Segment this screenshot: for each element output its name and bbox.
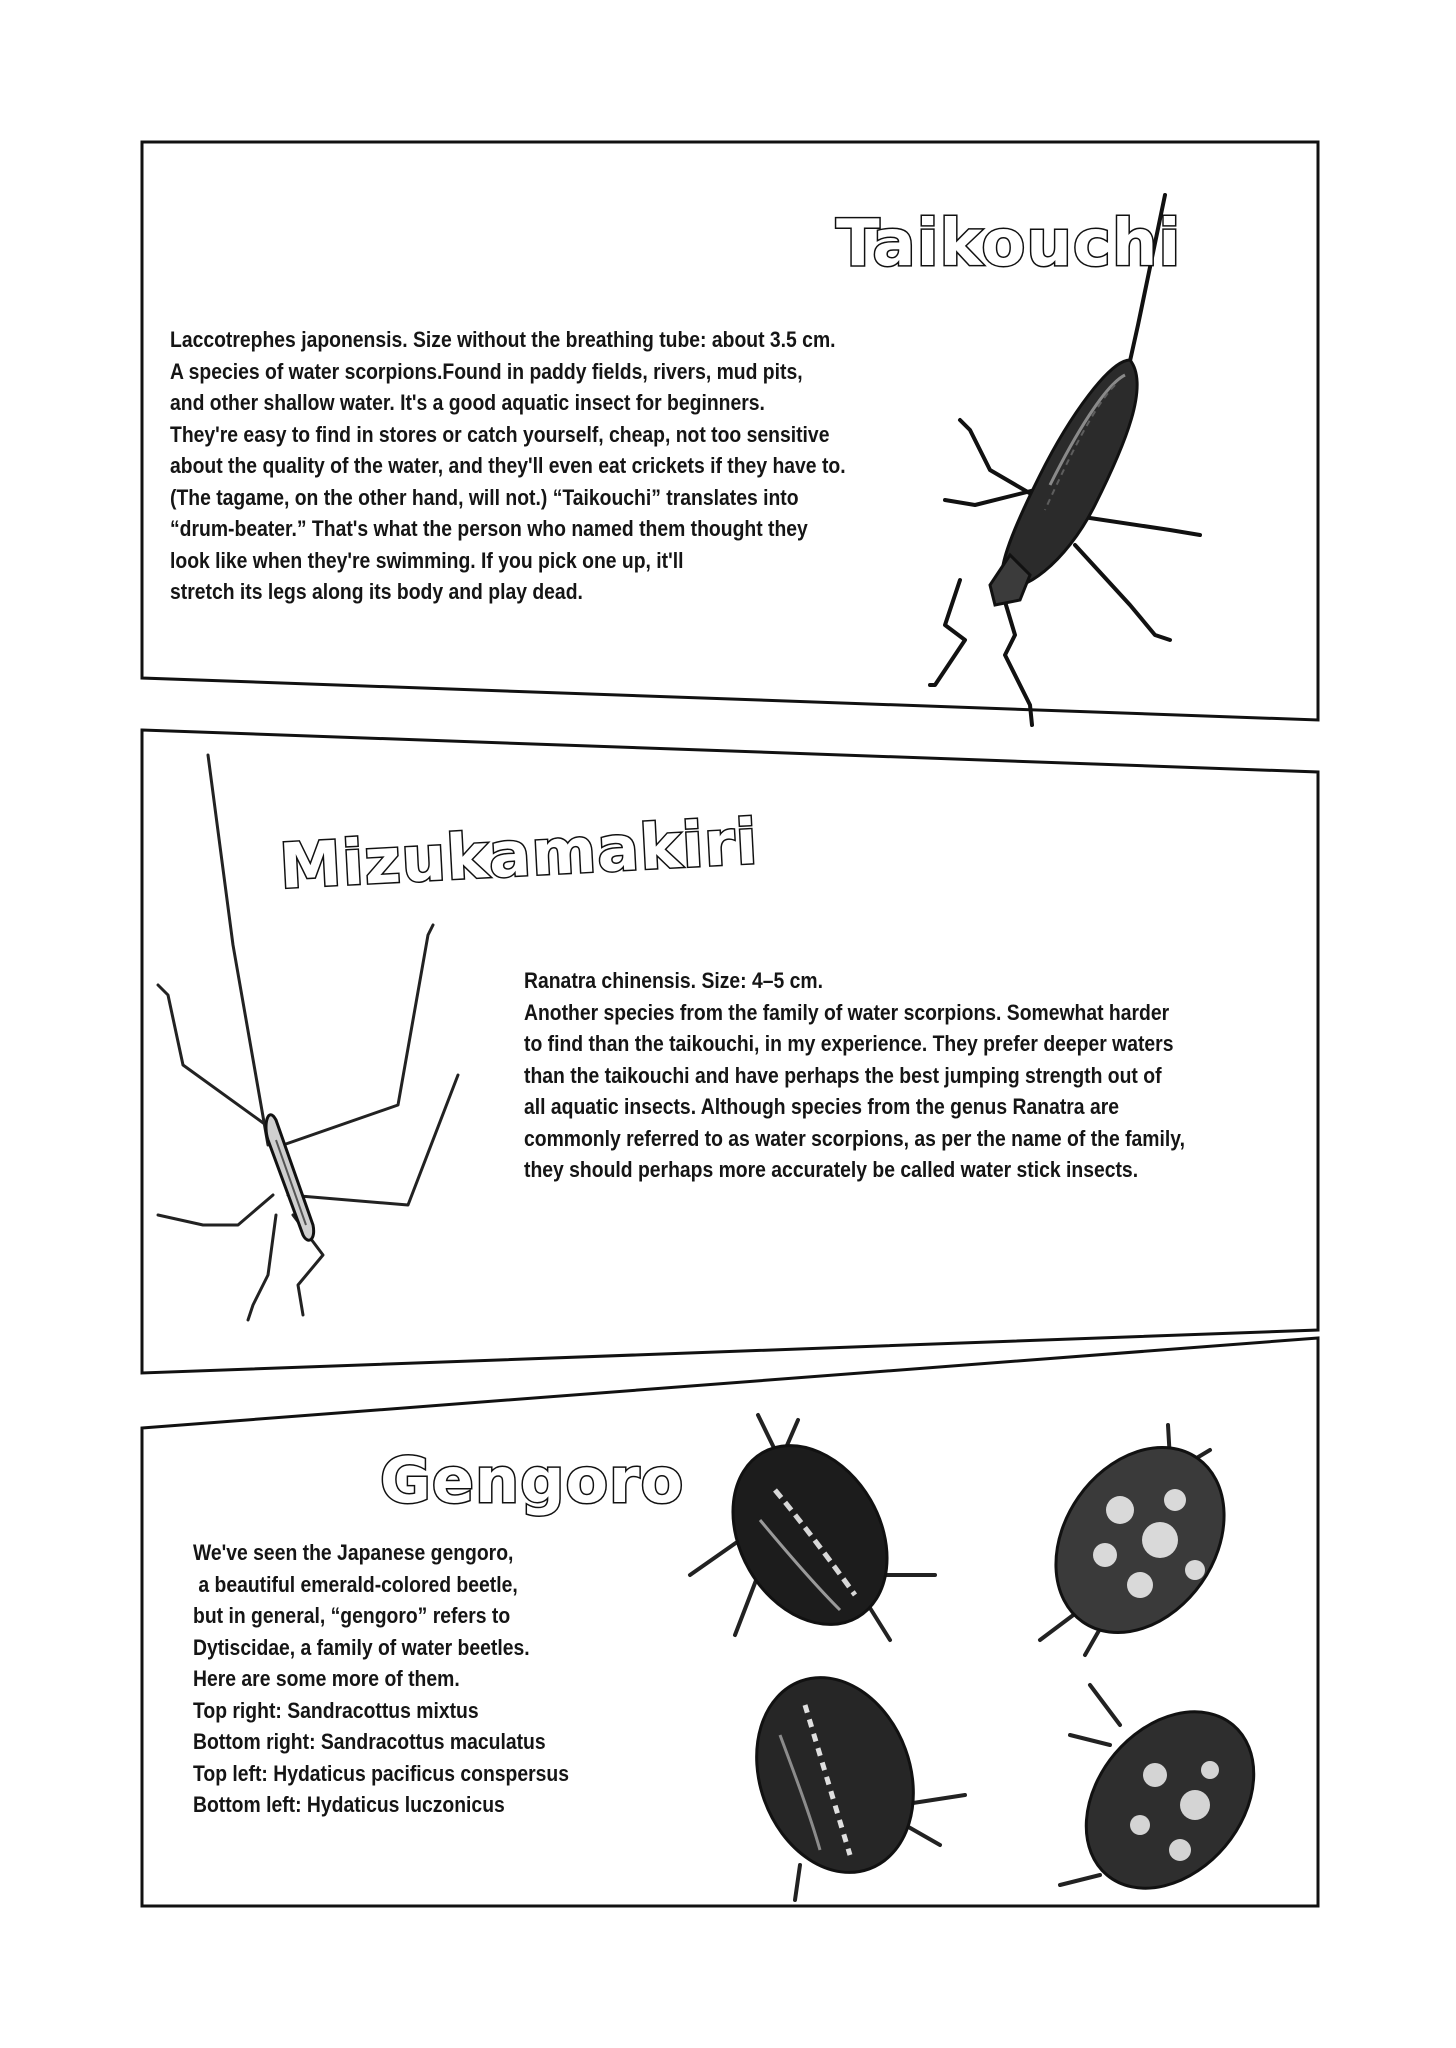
- text-line: (The tagame, on the other hand, will not.) “Taikouchi” translates into: [170, 484, 799, 510]
- text-line: Dytiscidae, a family of water beetles.: [193, 1634, 530, 1660]
- text-line: They're easy to find in stores or catch yourself, cheap, not too sensitive: [170, 421, 830, 447]
- mizukamakiri-description: [524, 965, 1185, 1186]
- text-line: stretch its legs along its body and play dead.: [170, 579, 583, 604]
- text-line: but in general, “gengoro” refers to: [193, 1603, 511, 1628]
- text-line: commonly referred to as water scorpions, as per the name of the family,: [524, 1125, 1185, 1151]
- text-line: Laccotrephes japonensis. Size without the breathing tube: about 3.5 cm.: [170, 327, 836, 352]
- title-taikouchi: Taikouchi: [836, 207, 1182, 281]
- text-line: A species of water scorpions.Found in paddy fields, rivers, mud pits,: [170, 358, 803, 384]
- beetle-sandracottus-maculatus: [1040, 1675, 1280, 1915]
- text-line: to find than the taikouchi, in my experience. They prefer deeper waters: [524, 1031, 1174, 1056]
- text-line: and other shallow water. It's a good aquatic insect for beginners.: [170, 390, 765, 415]
- text-line: Ranatra chinensis. Size: 4–5 cm.: [524, 968, 823, 993]
- beetle-sandracottus-mixtus: [1010, 1420, 1270, 1660]
- title-gengoro: Gengoro: [380, 1444, 685, 1517]
- text-line: We've seen the Japanese gengoro,: [193, 1540, 514, 1565]
- text-line: look like when they're swimming. If you pick one up, it'll: [170, 547, 684, 573]
- text-line: Bottom left: Hydaticus luczonicus: [193, 1792, 505, 1817]
- beetle-hydaticus-luczonicus: [710, 1665, 980, 1905]
- gengoro-description: [193, 1537, 569, 1821]
- text-line: Here are some more of them.: [193, 1666, 460, 1691]
- text-line: than the taikouchi and have perhaps the best jumping strength out of: [524, 1062, 1162, 1088]
- text-line: Another species from the family of water scorpions. Somewhat harder: [524, 999, 1170, 1025]
- beetle-hydaticus-pacificus: [680, 1410, 950, 1660]
- text-line: they should perhaps more accurately be called water stick insects.: [524, 1157, 1139, 1182]
- text-line: “drum-beater.” That's what the person who named them thought they: [170, 516, 808, 541]
- text-line: Top left: Hydaticus pacificus conspersus: [193, 1760, 569, 1786]
- text-line: all aquatic insects. Although species from the genus Ranatra are: [524, 1094, 1119, 1119]
- text-line: about the quality of the water, and they'll even eat crickets if they have to.: [170, 453, 846, 478]
- taikouchi-description: [170, 324, 846, 608]
- title-mizukamakiri: Mizukamakiri: [277, 804, 760, 903]
- text-line: a beautiful emerald-colored beetle,: [193, 1571, 518, 1597]
- text-line: Bottom right: Sandracottus maculatus: [193, 1729, 546, 1754]
- text-line: Top right: Sandracottus mixtus: [193, 1697, 479, 1723]
